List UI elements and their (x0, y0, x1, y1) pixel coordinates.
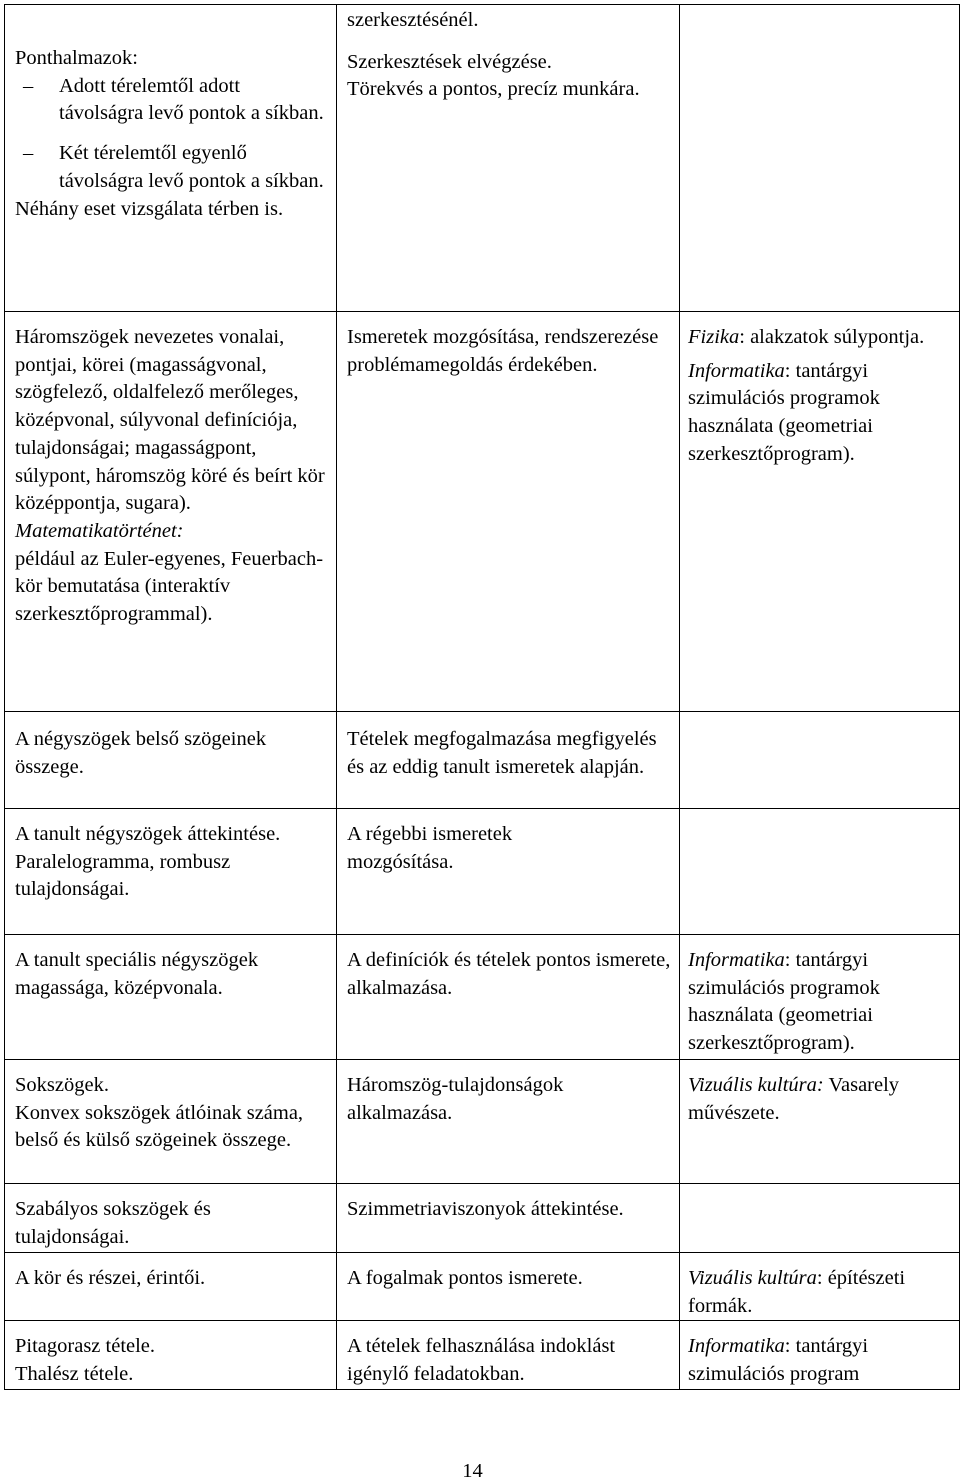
connection-cell (680, 5, 960, 312)
connection-text: Informatika: tantárgyi szimulációs program (688, 1335, 869, 1386)
goal-cell (337, 1321, 680, 1390)
goal-text: Ismeretek mozgósítása, rendszerezése problémamegoldás érdekében. (347, 326, 659, 376)
connection-cell (680, 1253, 960, 1321)
page-number: 14 (462, 1460, 483, 1482)
topic-cell (5, 5, 337, 312)
topic-cell (5, 312, 337, 712)
topic-text: A tanult négyszögek áttekintése. (15, 823, 281, 845)
topic-text: Paralelogramma, rombusz tulajdonságai. (15, 850, 231, 901)
topic-text: Háromszögek nevezetes vonalai, pontjai, körei (magasságvonal, szögfelező, oldalfelező merőleges, középvonal, súlyvonal definíciója, tulajdonságai; magasságpont, súlypont, háromszög köré és beírt kör középpontja, sugara). (15, 326, 325, 515)
table-row (5, 1321, 960, 1390)
connection-cell (680, 1060, 960, 1184)
topic-cell (5, 1060, 337, 1184)
goal-cell (337, 712, 680, 809)
goal-cell (337, 1184, 680, 1253)
table-row (5, 712, 960, 809)
connection-text: Informatika: tantárgyi szimulációs programok használata (geometriai szerkesztőprogram). (688, 359, 880, 465)
subject-label: Fizika (688, 326, 740, 348)
table-row (5, 1253, 960, 1321)
topic-text: Pitagorasz tétele. (15, 1335, 156, 1358)
table-row (5, 1184, 960, 1253)
topic-cell (5, 1321, 337, 1390)
connection-text: Fizika: alakzatok súlypontja. (688, 326, 925, 348)
list-item: – Két térelemtől egyenlő távolságra levő pontok a síkban. (23, 142, 324, 192)
topic-cell (5, 809, 337, 935)
table-row (5, 5, 960, 312)
topic-text: Thalész tétele. (15, 1363, 134, 1386)
goal-line: Szerkesztések elvégzése. (347, 50, 552, 73)
goal-text: Tételek megfogalmazása megfigyelés és az eddig tanult ismeretek alapján. (347, 728, 657, 778)
dash-bullet: – (23, 74, 34, 97)
connection-text: Informatika: tantárgyi szimulációs programok használata (geometriai szerkesztőprogram). (688, 949, 880, 1055)
goal-cell (337, 312, 680, 712)
table-row (5, 935, 960, 1060)
goal-cell (337, 935, 680, 1060)
topic-cell (5, 1184, 337, 1253)
curriculum-table (4, 4, 960, 1390)
table-row (5, 809, 960, 935)
topic-text: A kör és részei, érintői. (15, 1267, 206, 1289)
trailing-text: Néhány eset vizsgálata térben is. (15, 197, 284, 220)
goal-cell (337, 1060, 680, 1184)
connection-cell (680, 1321, 960, 1390)
goal-line: Törekvés a pontos, precíz munkára. (347, 78, 640, 101)
goal-cell (337, 1253, 680, 1321)
connection-cell (680, 312, 960, 712)
subject-label: Informatika (688, 1335, 785, 1358)
goal-line: szerkesztésénél. (347, 9, 479, 31)
goal-text: Szimmetriaviszonyok áttekintése. (347, 1198, 624, 1220)
connection-cell (680, 809, 960, 935)
history-label: Matematikatörténet: (15, 519, 184, 542)
goal-text: Háromszög-tulajdonságok alkalmazása. (347, 1074, 564, 1124)
goal-cell (337, 5, 680, 312)
topic-cell (5, 935, 337, 1060)
goal-text: A definíciók és tételek pontos ismerete, alkalmazása. (347, 949, 671, 999)
subject-label: Vizuális kultúra: (688, 1074, 824, 1096)
dash-bullet: – (23, 142, 34, 165)
topic-text: Konvex sokszögek átlóinak száma, belső és külső szögeinek összege. (15, 1101, 304, 1152)
table-row (5, 1060, 960, 1184)
list-item: – Adott térelemtől adott távolságra levő pontok a síkban. (23, 74, 324, 125)
goal-text: A fogalmak pontos ismerete. (347, 1267, 583, 1289)
topic-text: Sokszögek. (15, 1074, 109, 1096)
topic-text: A tanult speciális négyszögek magassága, középvonala. (15, 949, 259, 999)
ponthalmazok-heading: Ponthalmazok: (15, 47, 138, 69)
goal-text: A tételek felhasználása indoklást igénylő feladatokban. (347, 1335, 616, 1386)
goal-text: A régebbi ismeretek mozgósítása. (347, 823, 513, 873)
topic-cell (5, 712, 337, 809)
subject-label: Informatika (688, 949, 785, 971)
connection-cell (680, 935, 960, 1060)
goal-cell (337, 809, 680, 935)
topic-text: Szabályos sokszögek és tulajdonságai. (15, 1198, 211, 1248)
topic-cell (5, 1253, 337, 1321)
table-row (5, 312, 960, 712)
connection-cell (680, 712, 960, 809)
subject-label: Vizuális kultúra (688, 1267, 817, 1289)
topic-text: például az Euler-egyenes, Feuerbach-kör bemutatása (interaktív szerkesztőprogrammal). (15, 547, 324, 626)
connection-text: Vizuális kultúra: Vasarely művészete. (688, 1074, 900, 1124)
connection-cell (680, 1184, 960, 1253)
topic-text: A négyszögek belső szögeinek összege. (15, 728, 267, 778)
subject-label: Informatika (688, 359, 785, 382)
connection-text: Vizuális kultúra: építészeti formák. (688, 1267, 906, 1317)
